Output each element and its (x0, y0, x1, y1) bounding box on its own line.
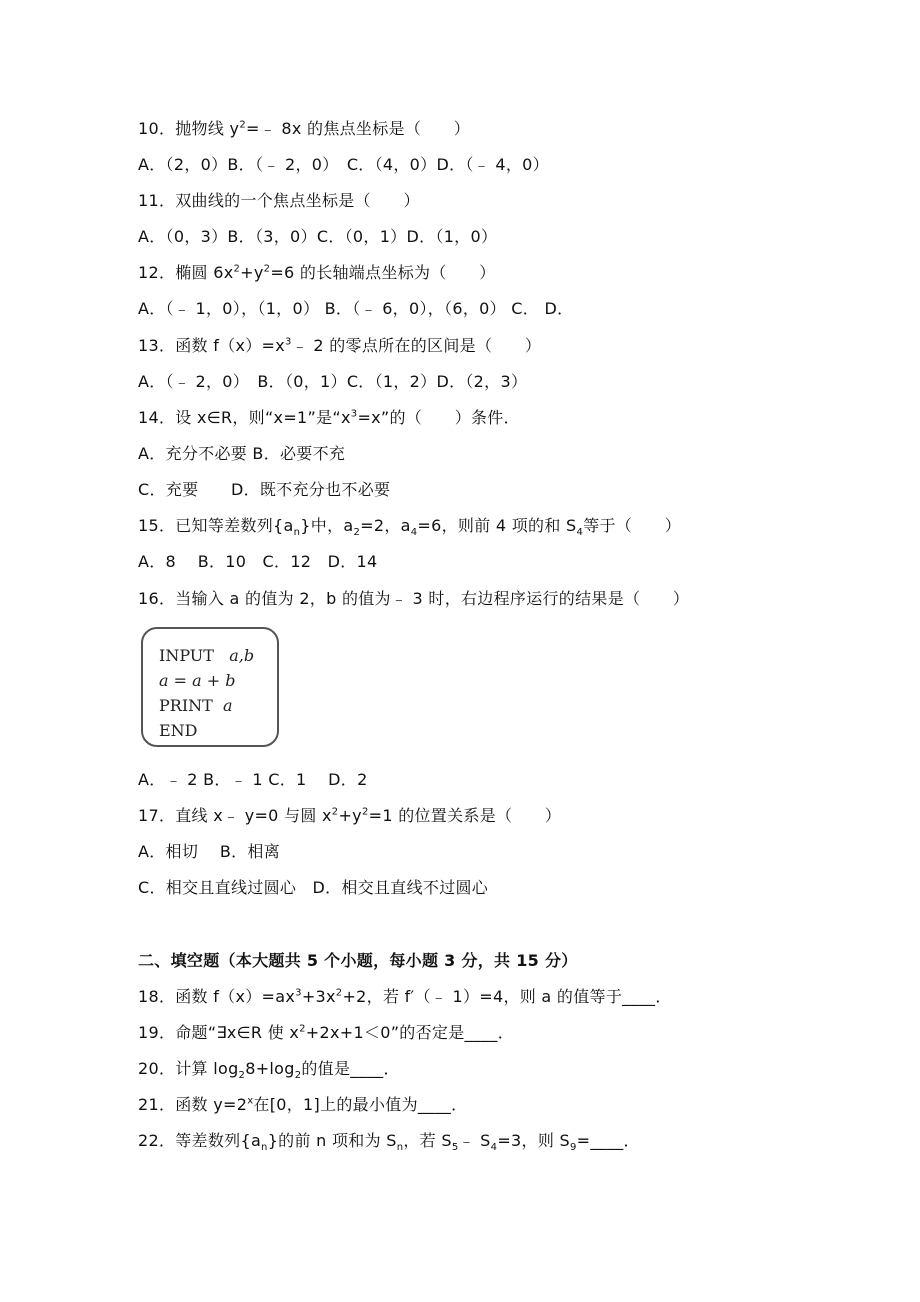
q14-stem: 14．设 x∈R，则“x=1”是“$x^3=x$”的（ ）条件． (138, 408, 520, 427)
q21: 21．函数 $y=2^x$在[0，1]上的最小值为____． (138, 1095, 468, 1114)
q17-options-ab: A．相切 B．相离 (138, 842, 281, 861)
section2-heading: 二、填空题（本大题共 5 个小题，每小题 3 分，共 15 分） (138, 951, 578, 970)
q14-options-ab: A．充分不必要 B．必要不充 (138, 444, 346, 463)
q15-options: A．8 B．10 C．12 D．14 (138, 552, 378, 571)
q18: 18．函数 $f(x)=ax^3+3x^2+2$，若 f′（﹣ 1）=4，则 a 的值等于____． (138, 987, 672, 1006)
q19: 19．命题“∃x∈R 使 $x^2+2x+1<0$”的否定是____． (138, 1023, 515, 1042)
program-line-assign: a = a + b (159, 671, 236, 690)
q11-options: A．（0，3）B．（3，0）C．（0，1）D．（1，0） (138, 227, 498, 246)
q11-stem: 11．双曲线的一个焦点坐标是（ ） (138, 191, 420, 210)
q15-stem: 15．已知等差数列$\{a_n\}$中，$a_2=2$，$a_4=6$，则前 4 项的和 $S_4$等于（ ） (138, 516, 681, 539)
q13-options: A．（﹣ 2，0） B．（0，1）C．（1，2）D．（2，3） (138, 372, 528, 391)
q12-stem: 12．椭圆 $6x^2+y^2=6$ 的长轴端点坐标为（ ） (138, 263, 496, 282)
q16-stem: 16．当输入 a 的值为 2，b 的值为﹣ 3 时，右边程序运行的结果是（ ） (138, 589, 690, 608)
program-box (141, 627, 279, 747)
q22: 22．等差数列$\{a_n\}$的前 n 项和为 $S_n$，若 $S_5﹣$ $S_4=3$，则 $S_9=\_\_\_\_$． (138, 1131, 640, 1154)
q10-options: A．（2，0）B．（﹣ 2，0） C．（4，0）D．（﹣ 4，0） (138, 155, 549, 174)
q12-options: A．（﹣ 1，0），（1，0） B．（﹣ 6，0），（6，0） C． D． (138, 299, 574, 318)
q14-options-cd: C．充要 D．既不充分也不必要 (138, 480, 391, 499)
q10-stem: 10．抛物线 $y^2=﹣$ 8x 的焦点坐标是（ ） (138, 119, 471, 138)
program-line-print: PRINT a (159, 696, 233, 715)
q16-options: A．﹣ 2 B．﹣ 1 C．1 D．2 (138, 770, 368, 789)
q13-stem: 13．函数 $f(x)=x^3﹣$ 2 的零点所在的区间是（ ） (138, 336, 542, 355)
q17-options-cd: C．相交且直线过圆心 D．相交且直线不过圆心 (138, 878, 489, 897)
q20: 20．计算 $\log_28+\log_2$的值是____． (138, 1059, 400, 1082)
program-line-end: END (159, 721, 198, 740)
program-line-input: INPUT a,b (159, 646, 255, 665)
q17-stem: 17．直线 x﹣ y=0 与圆 $x^2+y^2=1$ 的位置关系是（ ） (138, 806, 562, 825)
